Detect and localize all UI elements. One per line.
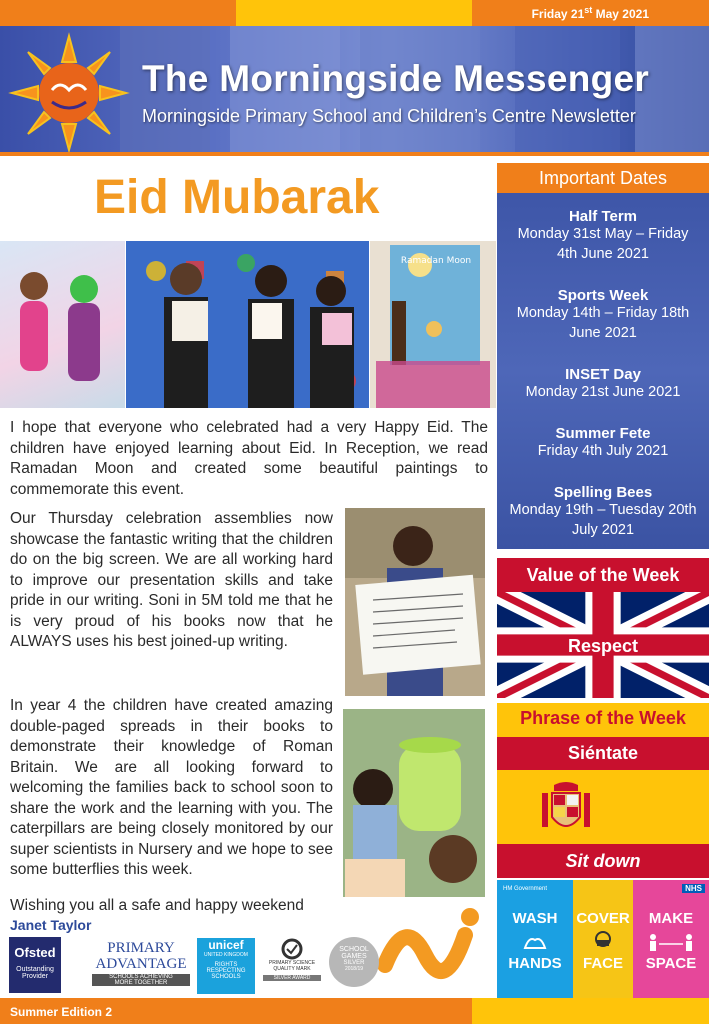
event-detail: Monday 21st June 2021 — [525, 384, 681, 400]
event-title: INSET Day — [565, 366, 641, 383]
photo-children-with-paintings — [126, 241, 369, 408]
games-line-4: 2018/19 — [344, 966, 364, 972]
unicef-rr-3: SCHOOLS — [211, 974, 241, 980]
psqm-line-2: QUALITY MARK — [273, 966, 311, 972]
event-title: Spelling Bees — [553, 484, 653, 501]
bottom-bar-orange-segment-mid — [236, 998, 472, 1024]
hm-government-text: HM Government — [503, 886, 548, 892]
washing-hands-icon — [523, 932, 547, 952]
ofsted-text: Ofsted — [14, 945, 56, 960]
unicef-rights-respecting-logo — [197, 938, 255, 994]
ofsted-logo — [9, 937, 61, 993]
event-detail: Monday 19th – Tuesday 20th — [509, 502, 697, 518]
top-bar-orange-segment — [0, 0, 236, 26]
science-quality-mark-logo — [263, 938, 321, 994]
closing-line: Wishing you all a safe and happy weekend — [10, 897, 304, 914]
event-spelling-bees — [497, 484, 709, 540]
decorative-orange-swirl — [375, 895, 495, 995]
value-of-week: Respect — [567, 636, 639, 656]
games-line-2: GAMES — [341, 953, 367, 960]
spain-flag-middle-stripe — [497, 770, 709, 844]
face-text: FACE — [582, 955, 623, 972]
event-detail: Monday 14th – Friday 18th — [516, 305, 690, 321]
event-sports-week — [497, 287, 709, 343]
psqm-line-3: SILVER AWARD — [263, 975, 321, 981]
event-half-term — [497, 208, 709, 264]
photo-nursery-caterpillars — [343, 709, 485, 897]
value-of-week-heading: Value of the Week — [497, 558, 709, 592]
important-dates-heading: Important Dates — [497, 163, 709, 193]
important-dates-panel — [497, 193, 709, 549]
face-mask-icon — [593, 930, 613, 954]
top-color-bar — [0, 0, 709, 26]
event-title: Half Term — [568, 208, 638, 225]
social-distance-icon — [647, 932, 695, 952]
event-detail: Monday 31st May – Friday — [517, 226, 689, 242]
cover-text: COVER — [576, 910, 630, 927]
article-paragraph-year4: In year 4 the children have created amazing double-paged spreads in their books to demonstrate their knowledge of Roman Britain. We are all looking forward to welcoming the families back to school soon to share the work and the learning with you. The caterpillars are being closely monitored by our super scientists in Nursery and we hope to see some butterflies this week. — [10, 697, 333, 878]
pa-tag-1: SCHOOLS ACHIEVING — [92, 974, 190, 980]
event-title: Summer Fete — [555, 425, 651, 442]
quality-mark-icon — [281, 938, 303, 960]
spanish-coat-of-arms-icon — [540, 779, 592, 837]
ofsted-sub-1: Outstanding — [16, 966, 54, 973]
ofsted-sub-2: Provider — [21, 973, 49, 980]
event-detail: July 2021 — [571, 521, 635, 538]
unicef-rr-1: RIGHTS — [214, 962, 238, 968]
bottom-bar-yellow-segment — [472, 998, 709, 1024]
event-detail: June 2021 — [569, 324, 637, 341]
hands-text: HANDS — [508, 955, 562, 972]
signature: Janet Taylor — [10, 917, 92, 933]
games-line-3: SILVER — [343, 960, 365, 966]
nhs-logo: NHS — [682, 884, 705, 893]
pa-line-1: PRIMARY — [107, 940, 175, 956]
space-text: SPACE — [645, 955, 697, 972]
banner-divider — [0, 152, 709, 156]
unicef-rr-2: RESPECTING — [206, 968, 246, 974]
psqm-line-1: PRIMARY SCIENCE — [268, 960, 316, 966]
phrase-translation: Sit down — [565, 851, 641, 871]
pa-tag-2: MORE TOGETHER — [92, 980, 190, 986]
event-detail: 4th June 2021 — [557, 245, 649, 262]
unicef-uk-text: UNITED KINGDOM — [204, 952, 248, 958]
article-paragraph-eid: I hope that everyone who celebrated had a very Happy Eid. The children have enjoyed learning about Eid. In Reception, we read Ramadan Moon and created some beautiful paintings to commemorate this event. — [10, 419, 488, 498]
book-cover-title: Ramadan Moon — [400, 256, 472, 266]
masthead-banner — [0, 26, 709, 156]
event-detail: Friday 4th July 2021 — [537, 443, 669, 459]
event-summer-fete — [497, 425, 709, 462]
pa-line-2: ADVANTAGE — [95, 956, 187, 972]
top-bar-yellow-segment — [236, 0, 472, 26]
newsletter-title: The Morningside Messenger — [142, 58, 650, 99]
article-headline: Eid Mubarak — [94, 171, 380, 224]
newsletter-subtitle: Morningside Primary School and Children’s Centre Newsletter — [142, 106, 636, 126]
photo-children-eid-outfits — [0, 241, 125, 408]
issue-date: Friday 21st May 2021 — [531, 5, 649, 21]
wash-text: WASH — [512, 910, 558, 927]
make-text: MAKE — [648, 910, 694, 927]
games-line-1: SCHOOL — [339, 946, 369, 953]
phrase-spanish: Siéntate — [567, 743, 639, 763]
event-title: Sports Week — [557, 287, 649, 304]
phrase-of-week-heading: Phrase of the Week — [497, 703, 709, 737]
article-paragraph-assemblies: Our Thursday celebration assemblies now showcase the fantastic writing that the children do on the big screen. We are all working hard to improve our presentation skills and take pride in our writing. Soni in 5M told me that he is very proud of his books now that he ALWAYS uses his best joined-up writing. — [10, 510, 333, 650]
edition-label: Summer Edition 2 — [10, 1005, 113, 1019]
school-games-silver-logo — [329, 937, 379, 987]
school-sun-logo — [8, 32, 130, 154]
photo-boy-with-writing — [345, 508, 485, 696]
unicef-text: unicef — [208, 938, 244, 952]
event-inset-day — [497, 366, 709, 403]
primary-advantage-logo — [92, 940, 190, 992]
hands-face-space-poster — [497, 880, 709, 998]
photo-ramadan-moon-book — [370, 241, 496, 408]
